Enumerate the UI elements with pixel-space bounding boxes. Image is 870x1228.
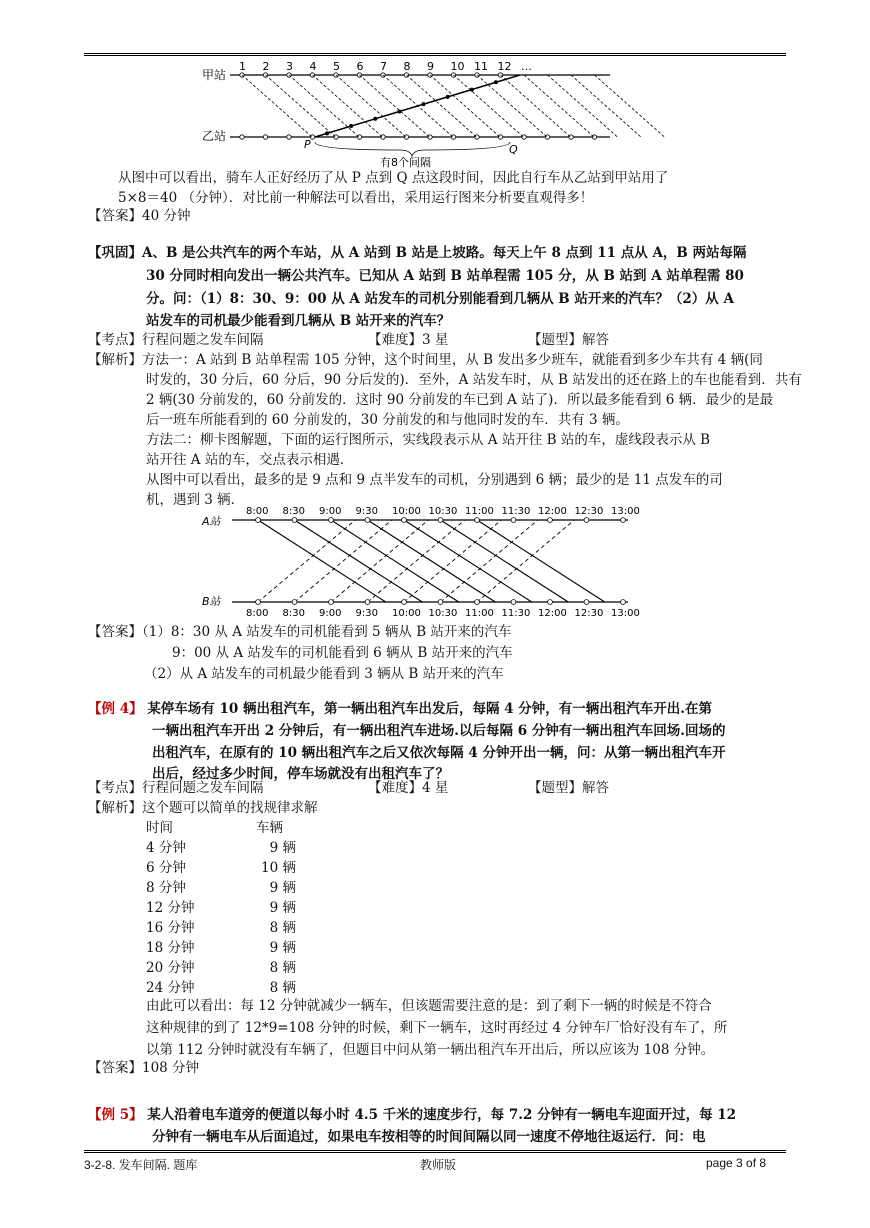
table-cell: 9 辆 bbox=[269, 840, 296, 856]
time-label-top: 11:30 bbox=[501, 506, 531, 517]
b-station-dot bbox=[475, 600, 480, 605]
ex4-tag: 【例 4】 bbox=[88, 701, 143, 717]
question-line: 分。问：（1）8：30、9：00 从 A 站发车的司机分别能看到几辆从 B 站开来的汽车？（2）从 A bbox=[146, 291, 734, 307]
text-line: 时发的，30 分后，60 分后，90 分后发的)．至外，A 站发车时，从 B 站发出的还在路上的车也能看到．共有 bbox=[146, 372, 802, 388]
table-cell: 16 分钟 bbox=[146, 920, 195, 936]
time-label-bottom: 11:30 bbox=[501, 608, 531, 619]
diagram-jia-yi bbox=[200, 58, 620, 168]
a-to-b-line bbox=[404, 520, 532, 602]
station-b-dot bbox=[592, 135, 596, 139]
text-line: 方法一：A 站到 B 站单程需 105 分钟，这个时间里，从 B 发出多少班车，就能看到多少车共有 4 辆(同 bbox=[142, 352, 763, 368]
time-label-top: 10:30 bbox=[428, 506, 458, 517]
header-rule bbox=[84, 53, 786, 56]
b-to-a-line bbox=[258, 520, 355, 602]
b-to-a-line bbox=[295, 520, 392, 602]
station-b-dot bbox=[545, 135, 549, 139]
text-line: 机，遇到 3 辆． bbox=[146, 492, 245, 508]
time-label-bottom: 10:30 bbox=[428, 608, 458, 619]
question-line: 分钟有一辆电车从后面追过，如果电车按相等的时间间隔以同一速度不停地往返运行．问：电 bbox=[152, 1129, 706, 1145]
bus-line bbox=[501, 75, 571, 137]
ex5-question bbox=[88, 1105, 786, 1125]
time-label-top: 9:30 bbox=[355, 506, 378, 517]
kaodian-tag: 【考点】 bbox=[88, 332, 142, 348]
answer-line bbox=[88, 1058, 786, 1078]
tixing-value: 解答 bbox=[582, 780, 609, 796]
kaodian-tag: 【考点】 bbox=[88, 780, 142, 796]
table-row bbox=[146, 838, 296, 858]
a-station-dot bbox=[621, 518, 626, 523]
tick-label: … bbox=[521, 60, 532, 73]
time-label-top: 8:00 bbox=[246, 506, 269, 517]
time-label-top: 9:00 bbox=[319, 506, 342, 517]
question-line: 30 分同时相向发出一辆公共汽车。已知从 A 站到 B 站单程需 105 分，从 B 站到 A 站单程需 80 bbox=[146, 268, 744, 284]
q-label: Q bbox=[509, 143, 518, 156]
bus-line bbox=[266, 75, 336, 137]
text-line: 从图中可以看出，最多的是 9 点和 9 点半发车的司机，分别遇到 6 辆；最少的是 11 点发车的司 bbox=[146, 472, 723, 488]
tick-label: 5 bbox=[333, 60, 340, 73]
text-line: 方法二：柳卡图解题，下面的运行图所示，实线段表示从 A 站开往 B 站的车，虚线段表示从 B bbox=[146, 432, 711, 448]
tixing-value: 解答 bbox=[582, 332, 609, 348]
time-label-bottom: 8:00 bbox=[246, 608, 269, 619]
a-station-dot bbox=[256, 518, 261, 523]
bus-line bbox=[289, 75, 359, 137]
bus-line bbox=[571, 75, 641, 137]
station-jia-label: 甲站 bbox=[202, 68, 227, 82]
answer-line bbox=[88, 622, 786, 642]
text-line: 以第 112 分钟时就没有车辆了，但题目中问从第一辆出租汽车开出后，所以应该为 108 分钟。 bbox=[146, 1042, 715, 1058]
a-to-b-line bbox=[258, 520, 386, 602]
a-to-b-line bbox=[331, 520, 459, 602]
gonggu-question bbox=[88, 243, 786, 263]
tick-label: 11 bbox=[474, 60, 488, 73]
table-header-count: 车辆 bbox=[256, 820, 283, 836]
b-station-dot bbox=[402, 600, 407, 605]
text-line: 2 辆(30 分前发的，60 分前发的．这时 90 分前发的车已到 A 站了)．所以最多能看到 6 辆．最少的是最 bbox=[146, 392, 774, 408]
b-to-a-line bbox=[441, 520, 538, 602]
question-line: 站发车的司机最少能看到几辆从 B 站开来的汽车？ bbox=[146, 313, 451, 329]
b-station-dot bbox=[548, 600, 553, 605]
table-cell: 12 分钟 bbox=[146, 900, 195, 916]
station-b-dot bbox=[357, 135, 361, 139]
question-line: 出后，经过多少时间，停车场就没有出租汽车了？ bbox=[152, 766, 449, 782]
jiexi-line bbox=[88, 798, 786, 818]
kaodian-value: 行程问题之发车间隔 bbox=[142, 332, 264, 348]
station-a-label: A站 bbox=[202, 515, 221, 528]
text-line: 站开往 A 站的车，交点表示相遇． bbox=[146, 452, 354, 468]
question-line: 某人沿着电车道旁的便道以每小时 4.5 千米的速度步行，每 7.2 分钟有一辆电车迎面开过，每 12 bbox=[147, 1107, 737, 1123]
station-yi-label: 乙站 bbox=[202, 129, 227, 143]
text-line: 这个题可以简单的找规律求解 bbox=[142, 800, 318, 816]
a-station-dot bbox=[584, 518, 589, 523]
tick-label: 1 bbox=[239, 60, 246, 73]
time-label-bottom: 12:30 bbox=[574, 608, 604, 619]
footer-center: 教师版 bbox=[420, 1158, 457, 1172]
table-cell: 9 辆 bbox=[269, 880, 296, 896]
b-station-dot bbox=[621, 600, 626, 605]
a-station-dot bbox=[511, 518, 516, 523]
table-cell: 18 分钟 bbox=[146, 940, 195, 956]
time-label-bottom: 9:30 bbox=[355, 608, 378, 619]
answer-text: 9：00 从 A 站发车的司机能看到 6 辆从 B 站开来的汽车 bbox=[172, 645, 513, 661]
table-cell: 6 分钟 bbox=[146, 860, 186, 876]
time-label-bottom: 11:00 bbox=[465, 608, 494, 619]
table-cell: 8 辆 bbox=[269, 980, 296, 996]
bus-line bbox=[548, 75, 618, 137]
footer-page: page 3 of 8 bbox=[706, 1156, 767, 1170]
b-station-dot bbox=[438, 600, 443, 605]
text-line: 后一班车所能看到的 60 分前发的，30 分前发的和与他同时发的车．共有 3 辆。 bbox=[146, 412, 629, 428]
b-station-dot bbox=[256, 600, 261, 605]
b-to-a-line bbox=[331, 520, 428, 602]
time-label-bottom: 13:00 bbox=[611, 608, 640, 619]
tick-label: 12 bbox=[497, 60, 512, 73]
table-row bbox=[146, 938, 296, 958]
a-to-b-line bbox=[477, 520, 605, 602]
ex4-question bbox=[88, 699, 786, 719]
bus-line bbox=[524, 75, 594, 137]
a-station-dot bbox=[329, 518, 334, 523]
answer-tag: 【答案】 bbox=[88, 1060, 142, 1076]
a-station-dot bbox=[438, 518, 443, 523]
table-row bbox=[146, 918, 296, 938]
tick-label: 3 bbox=[286, 60, 293, 73]
station-b-label: B站 bbox=[202, 595, 221, 608]
a-station-dot bbox=[292, 518, 297, 523]
station-b-dot bbox=[334, 135, 338, 139]
station-b-dot bbox=[475, 135, 479, 139]
a-station-dot bbox=[475, 518, 480, 523]
table-row bbox=[146, 858, 296, 878]
time-vehicle-table bbox=[146, 818, 296, 998]
nandu-value: 4 星 bbox=[422, 780, 449, 796]
b-to-a-line bbox=[404, 520, 501, 602]
station-b-dot bbox=[381, 135, 385, 139]
table-row bbox=[146, 898, 296, 918]
a-station-dot bbox=[548, 518, 553, 523]
answer-text: （2）从 A 站发车的司机最少能看到 3 辆从 B 站开来的汽车 bbox=[144, 666, 504, 682]
time-label-top: 12:00 bbox=[538, 506, 567, 517]
p-label: P bbox=[304, 138, 311, 151]
time-label-top: 12:30 bbox=[574, 506, 604, 517]
table-cell: 4 分钟 bbox=[146, 840, 186, 856]
kaodian-value: 行程问题之发车间隔 bbox=[142, 780, 264, 796]
table-cell: 9 辆 bbox=[269, 900, 296, 916]
jiexi-line bbox=[88, 350, 786, 370]
table-cell: 24 分钟 bbox=[146, 980, 195, 996]
text-line: 5×8＝40 （分钟）．对比前一种解法可以看出，采用运行图来分析要直观得多！ bbox=[118, 190, 594, 206]
table-header bbox=[146, 818, 296, 838]
b-station-dot bbox=[584, 600, 589, 605]
gonggu-tag: 【巩固】 bbox=[88, 245, 142, 261]
a-to-b-line bbox=[295, 520, 423, 602]
table-cell: 8 分钟 bbox=[146, 880, 186, 896]
answer-tag: 【答案】 bbox=[88, 624, 142, 640]
tick-label: 9 bbox=[427, 60, 434, 73]
time-label-top: 11:00 bbox=[465, 506, 494, 517]
text-line: 由此可以看出：每 12 分钟就减少一辆车，但该题需要注意的是：到了剩下一辆的时候是不符合 bbox=[146, 998, 712, 1014]
tixing-tag: 【题型】 bbox=[528, 332, 582, 348]
time-label-top: 8:30 bbox=[282, 506, 305, 517]
table-cell: 20 分钟 bbox=[146, 960, 195, 976]
b-to-a-line bbox=[368, 520, 465, 602]
b-to-a-line bbox=[477, 520, 574, 602]
station-b-dot bbox=[310, 135, 314, 139]
answer-text: 108 分钟 bbox=[142, 1060, 200, 1076]
nandu-value: 3 星 bbox=[422, 332, 449, 348]
station-b-dot bbox=[428, 135, 432, 139]
tixing-tag: 【题型】 bbox=[528, 780, 582, 796]
tick-label: 6 bbox=[356, 60, 364, 73]
question-line: 某停车场有 10 辆出租汽车，第一辆出租汽车出发后，每隔 4 分钟，有一辆出租汽车开出.在第 bbox=[147, 701, 712, 717]
footer-rule bbox=[84, 1150, 786, 1153]
diagram-liuka bbox=[196, 502, 640, 624]
bus-line bbox=[595, 75, 665, 137]
brace-label: 有8个间隔 bbox=[380, 156, 431, 169]
station-b-dot bbox=[287, 135, 291, 139]
table-cell: 9 辆 bbox=[269, 940, 296, 956]
time-label-top: 13:00 bbox=[611, 506, 640, 517]
station-b-dot bbox=[263, 135, 267, 139]
answer-tag: 【答案】 bbox=[88, 208, 142, 224]
b-station-dot bbox=[292, 600, 297, 605]
table-row bbox=[146, 978, 296, 998]
table-row bbox=[146, 958, 296, 978]
tick-label: 10 bbox=[450, 60, 465, 73]
tick-label: 4 bbox=[309, 60, 317, 73]
table-cell: 8 辆 bbox=[269, 960, 296, 976]
b-station-dot bbox=[511, 600, 516, 605]
answer-text: （1）8：30 从 A 站发车的司机能看到 5 辆从 B 站开来的汽车 bbox=[142, 624, 512, 640]
question-line: 一辆出租汽车开出 2 分钟后，有一辆出租汽车进场.以后每隔 6 分钟有一辆出租汽车回场.回场的 bbox=[152, 723, 726, 739]
station-b-dot bbox=[569, 135, 573, 139]
b-station-dot bbox=[329, 600, 334, 605]
jiexi-tag: 【解析】 bbox=[88, 352, 142, 368]
a-to-b-line bbox=[441, 520, 569, 602]
tick-label: 7 bbox=[380, 60, 387, 73]
tick-label: 2 bbox=[262, 60, 270, 73]
a-to-b-line bbox=[368, 520, 496, 602]
time-label-top: 10:00 bbox=[392, 506, 421, 517]
b-station-dot bbox=[365, 600, 370, 605]
text-line: 这种规律的到了 12*9=108 分钟的时候，剩下一辆车，这时再经过 4 分钟车厂恰好没有车了，所 bbox=[146, 1020, 728, 1036]
station-b-dot bbox=[498, 135, 502, 139]
text-line: 从图中可以看出，骑车人正好经历了从 P 点到 Q 点这段时间，因此自行车从乙站到甲站用了 bbox=[118, 170, 669, 186]
answer-line bbox=[88, 206, 786, 226]
table-header-time: 时间 bbox=[146, 820, 173, 836]
tick-label: 8 bbox=[403, 60, 411, 73]
ex5-tag: 【例 5】 bbox=[88, 1107, 143, 1123]
nandu-tag: 【难度】 bbox=[368, 332, 422, 348]
a-station-dot bbox=[365, 518, 370, 523]
question-line: 出租汽车，在原有的 10 辆出租汽车之后又依次每隔 4 分钟开出一辆，问：从第一辆出租汽车开 bbox=[152, 745, 726, 761]
station-b-dot bbox=[404, 135, 408, 139]
station-b-dot bbox=[522, 135, 526, 139]
a-station-dot bbox=[402, 518, 407, 523]
table-cell: 8 辆 bbox=[269, 920, 296, 936]
table-cell: 10 辆 bbox=[261, 860, 296, 876]
time-label-bottom: 8:30 bbox=[282, 608, 305, 619]
station-b-dot bbox=[240, 135, 244, 139]
table-row bbox=[146, 878, 296, 898]
answer-text: 40 分钟 bbox=[142, 208, 191, 224]
time-label-bottom: 12:00 bbox=[538, 608, 567, 619]
jiexi-tag: 【解析】 bbox=[88, 800, 142, 816]
station-b-dot bbox=[451, 135, 455, 139]
footer-left: 3-2-8. 发车间隔. 题库 bbox=[84, 1158, 198, 1172]
bus-line bbox=[242, 75, 312, 137]
time-label-bottom: 9:00 bbox=[319, 608, 342, 619]
nandu-tag: 【难度】 bbox=[368, 780, 422, 796]
question-line: A、B 是公共汽车的两个车站，从 A 站到 B 站是上坡路。每天上午 8 点到 11 点从 A，B 两站每隔 bbox=[142, 245, 747, 261]
time-label-bottom: 10:00 bbox=[392, 608, 421, 619]
